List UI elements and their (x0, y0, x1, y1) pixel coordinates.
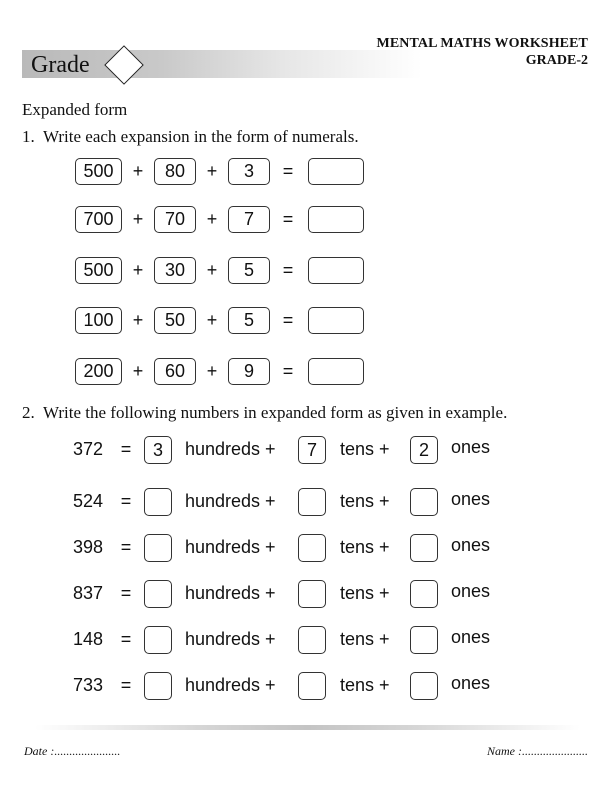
hundreds-value-box: 700 (75, 206, 122, 233)
tens-answer-box[interactable] (298, 488, 326, 516)
equals-sign: = (120, 583, 132, 603)
plus-sign: + (206, 161, 218, 181)
tens-label: tens + (340, 675, 390, 695)
plus-sign: + (132, 209, 144, 229)
hundreds-answer-box[interactable] (144, 672, 172, 700)
answer-box[interactable] (308, 358, 364, 385)
tens-label: tens + (340, 629, 390, 649)
hundreds-value-box: 500 (75, 257, 122, 284)
tens-value-box: 30 (154, 257, 196, 284)
plus-sign: + (132, 310, 144, 330)
tens-label: tens + (340, 491, 390, 511)
ones-answer-box[interactable] (410, 534, 438, 562)
ones-value-box: 9 (228, 358, 270, 385)
target-number: 733 (73, 675, 104, 695)
equals-sign: = (282, 209, 294, 229)
plus-sign: + (206, 310, 218, 330)
equals-sign: = (120, 439, 132, 459)
ones-answer-box[interactable] (410, 626, 438, 654)
hundreds-value-box: 100 (75, 307, 122, 334)
date-field[interactable]: Date :...................... (24, 744, 121, 758)
section-heading: Expanded form (22, 100, 128, 119)
target-number: 372 (73, 439, 104, 459)
hundreds-label: hundreds + (185, 583, 276, 603)
footer-divider (35, 725, 580, 730)
ones-label: ones (451, 581, 491, 601)
hundreds-label: hundreds + (185, 537, 276, 557)
answer-box[interactable] (308, 158, 364, 185)
tens-value-box: 50 (154, 307, 196, 334)
ones-answer-box[interactable] (410, 580, 438, 608)
tens-value-box: 60 (154, 358, 196, 385)
plus-sign: + (132, 260, 144, 280)
ones-value-box: 7 (228, 206, 270, 233)
ones-answer-box[interactable] (410, 488, 438, 516)
tens-answer-box[interactable] (298, 672, 326, 700)
answer-box[interactable] (308, 257, 364, 284)
grade-level: GRADE-2 (525, 53, 588, 68)
ones-answer-box[interactable] (410, 672, 438, 700)
plus-sign: + (132, 161, 144, 181)
tens-answer-box: 7 (298, 436, 326, 464)
tens-value-box: 70 (154, 206, 196, 233)
question-2-title (22, 403, 507, 423)
ones-value-box: 5 (228, 307, 270, 334)
target-number: 837 (73, 583, 104, 603)
tens-answer-box[interactable] (298, 534, 326, 562)
hundreds-answer-box[interactable] (144, 580, 172, 608)
plus-sign: + (132, 361, 144, 381)
ones-label: ones (451, 627, 491, 647)
plus-sign: + (206, 209, 218, 229)
target-number: 148 (73, 629, 104, 649)
hundreds-answer-box[interactable] (144, 626, 172, 654)
tens-label: tens + (340, 583, 390, 603)
ones-answer-box: 2 (410, 436, 438, 464)
tens-value-box: 80 (154, 158, 196, 185)
tens-label: tens + (340, 537, 390, 557)
plus-sign: + (206, 361, 218, 381)
ones-label: ones (451, 489, 491, 509)
question-2-instruction: Write the following numbers in expanded form as given in example. (43, 403, 508, 422)
ones-label: ones (451, 535, 491, 555)
equals-sign: = (120, 675, 132, 695)
hundreds-value-box: 200 (75, 358, 122, 385)
question-1-instruction: Write each expansion in the form of numerals. (43, 127, 359, 146)
hundreds-answer-box[interactable] (144, 534, 172, 562)
question-2-number: 2. (22, 403, 35, 422)
tens-answer-box[interactable] (298, 580, 326, 608)
hundreds-label: hundreds + (185, 629, 276, 649)
equals-sign: = (120, 537, 132, 557)
hundreds-label: hundreds + (185, 675, 276, 695)
hundreds-label: hundreds + (185, 439, 276, 459)
hundreds-value-box: 500 (75, 158, 122, 185)
ones-label: ones (451, 673, 491, 693)
equals-sign: = (282, 361, 294, 381)
question-1-number: 1. (22, 127, 35, 146)
name-field[interactable]: Name :...................... (487, 744, 588, 758)
tens-label: tens + (340, 439, 390, 459)
question-1-title (22, 127, 359, 147)
tens-answer-box[interactable] (298, 626, 326, 654)
target-number: 398 (73, 537, 104, 557)
target-number: 524 (73, 491, 104, 511)
hundreds-answer-box[interactable] (144, 488, 172, 516)
ones-label: ones (451, 437, 491, 457)
answer-box[interactable] (308, 307, 364, 334)
hundreds-label: hundreds + (185, 491, 276, 511)
equals-sign: = (282, 260, 294, 280)
equals-sign: = (282, 161, 294, 181)
ones-value-box: 3 (228, 158, 270, 185)
equals-sign: = (120, 491, 132, 511)
hundreds-answer-box: 3 (144, 436, 172, 464)
equals-sign: = (282, 310, 294, 330)
grade-label: Grade (31, 52, 90, 78)
ones-value-box: 5 (228, 257, 270, 284)
worksheet-title: MENTAL MATHS WORKSHEET (376, 36, 588, 51)
plus-sign: + (206, 260, 218, 280)
equals-sign: = (120, 629, 132, 649)
answer-box[interactable] (308, 206, 364, 233)
